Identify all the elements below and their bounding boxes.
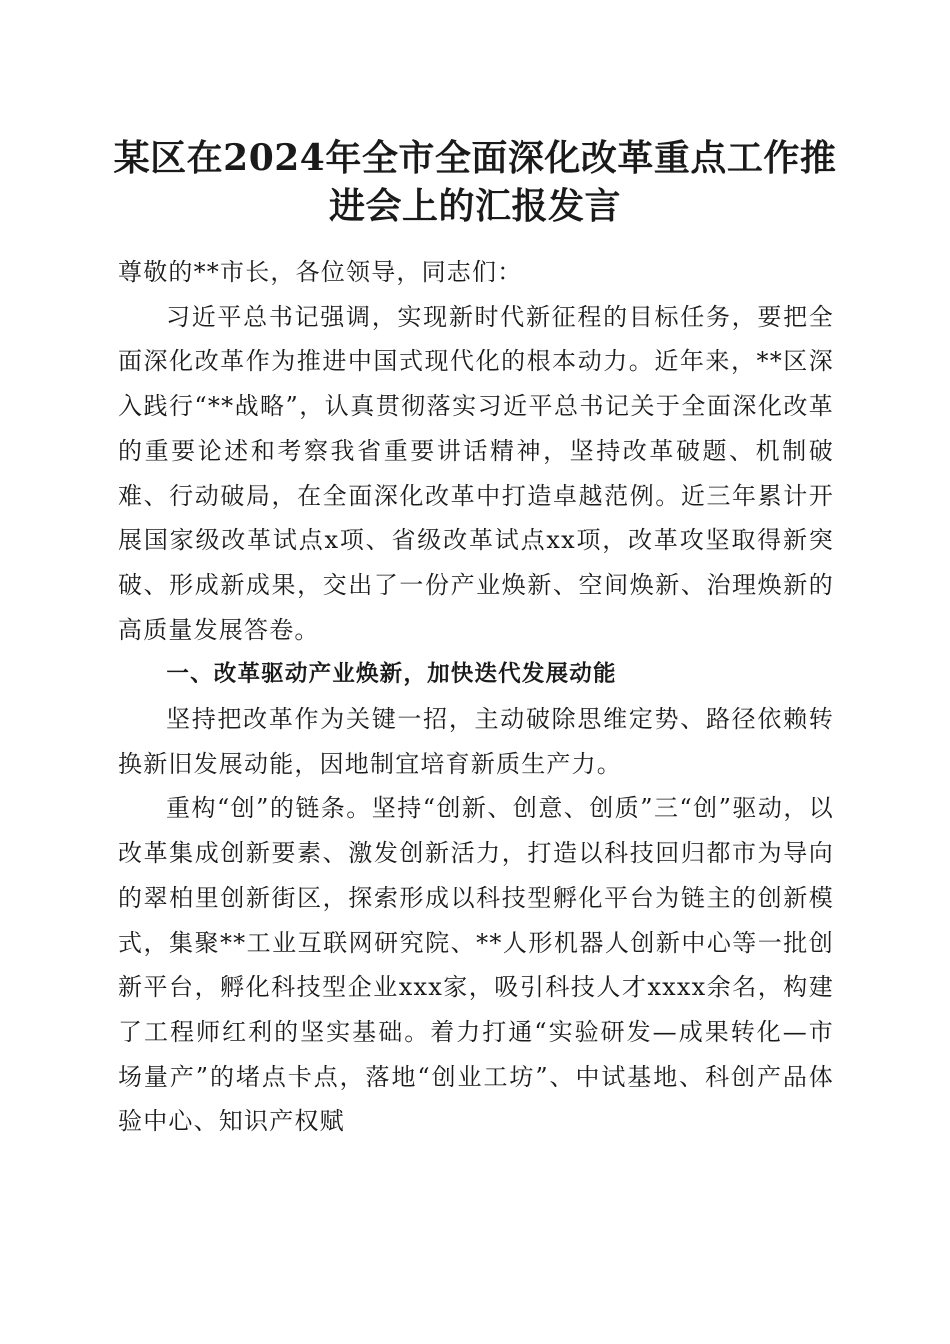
paragraph-innovation-chain: 重构“创”的链条。坚持“创新、创意、创质”三“创”驱动，以改革集成创新要素、激发创新活力，打造以科技回归都市为导向的翠柏里创新街区，探索形成以科技型孵化平台为链主的创新模式，集聚**工业互联网研究院、**人形机器人创新中心等一批创新平台，孵化科技型企业xxx家，吸引科技人才xxxx余名，构建了工程师红利的坚实基础。着力打通“实验研发—成果转化—市场量产”的堵点卡点，落地“创业工坊”、中试基地、科创产品体验中心、知识产权赋	[118, 794, 834, 1136]
paragraph-intro: 习近平总书记强调，实现新时代新征程的目标任务，要把全面深化改革作为推进中国式现代化的根本动力。近年来，**区深入践行“**战略”，认真贯彻落实习近平总书记关于全面深化改革的重要论述和考察我省重要讲话精神，坚持改革破题、机制破难、行动破局，在全面深化改革中打造卓越范例。近三年累计开展国家级改革试点x项、省级改革试点xx项，改革攻坚取得新突破、形成新成果，交出了一份产业焕新、空间焕新、治理焕新的高质量发展答卷。	[118, 302, 834, 644]
document-body	[118, 250, 834, 1144]
title-line-2: 进会上的汇报发言	[328, 185, 621, 227]
paragraph-section-1-intro: 坚持把改革作为关键一招，主动破除思维定势、路径依赖转换新旧发展动能，因地制宜培育新质生产力。	[118, 705, 834, 778]
section-heading-1: 一、改革驱动产业焕新，加快迭代发展动能	[166, 661, 617, 688]
salutation: 尊敬的**市长，各位领导，同志们：	[118, 258, 523, 286]
title-line-1: 某区在2024年全市全面深化改革重点工作推	[113, 137, 837, 179]
document-title	[110, 134, 840, 230]
